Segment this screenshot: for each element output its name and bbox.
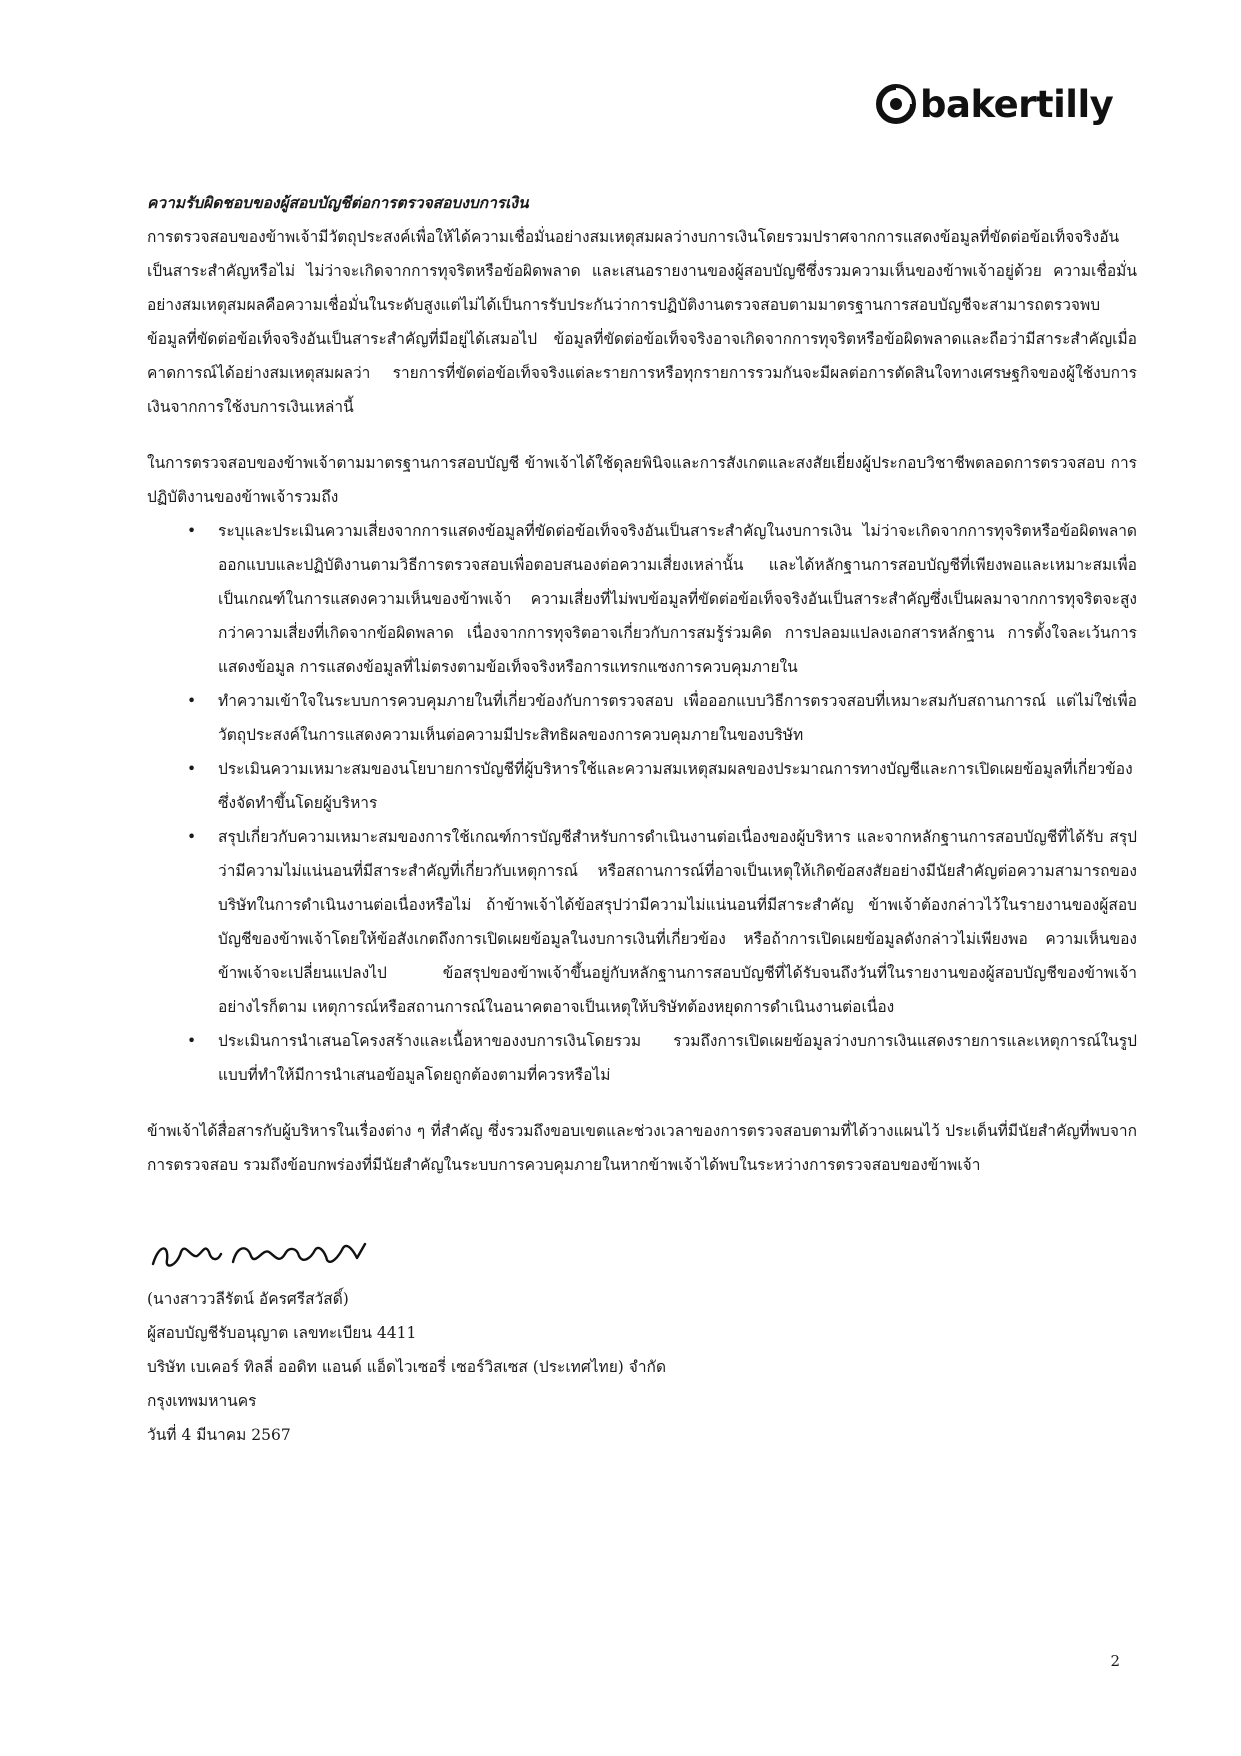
list-item xyxy=(147,752,1137,820)
list-item xyxy=(147,820,1137,1024)
communication-paragraph: ข้าพเจ้าได้สื่อสารกับผู้บริหารในเรื่องต่าง ๆ ที่สำคัญ ซึ่งรวมถึงขอบเขตและช่วงเวลาของการตรวจสอบตามที่ได้วางแผนไว้ ประเด็นที่มีนัยสำคัญที่พบจากการตรวจสอบ รวมถึงข้อบกพร่องที่มีนัยสำคัญในระบบการควบคุมภายในหากข้าพเจ้าได้พบในระหว่างการตรวจสอบของข้าพเจ้า xyxy=(147,1122,1137,1174)
signer-date: วันที่ 4 มีนาคม 2567 xyxy=(147,1426,291,1444)
bakertilly-logo xyxy=(876,74,1113,134)
list-item xyxy=(147,684,1137,752)
signer-license: ผู้สอบบัญชีรับอนุญาต เลขทะเบียน 4411 xyxy=(147,1324,417,1342)
bullet-icon: • xyxy=(187,692,197,710)
handwritten-signature xyxy=(147,1222,1137,1282)
list-item xyxy=(147,514,1137,684)
signer-firm: บริษัท เบเคอร์ ทิลลี่ ออดิท แอนด์ แอ็ดไวเซอรี่ เซอร์วิสเซส (ประเทศไทย) จำกัด xyxy=(147,1358,667,1376)
bakertilly-swirl-icon xyxy=(876,84,916,124)
list-item-text: ทำความเข้าใจในระบบการควบคุมภายในที่เกี่ยวข้องกับการตรวจสอบ เพื่อออกแบบวิธีการตรวจสอบที่เหมาะสมกับสถานการณ์ แต่ไม่ใช่เพื่อวัตถุประสงค์ในการแสดงความเห็นต่อความมีประสิทธิผลของการควบคุมภายในของบริษัท xyxy=(218,692,1137,744)
bullet-icon: • xyxy=(187,828,197,846)
page-number: 2 xyxy=(1110,1652,1120,1670)
list-item-text: สรุปเกี่ยวกับความเหมาะสมของการใช้เกณฑ์การบัญชีสำหรับการดำเนินงานต่อเนื่องของผู้บริหาร และจากหลักฐานการสอบบัญชีที่ได้รับ สรุปว่ามีความไม่แน่นอนที่มีสาระสำคัญที่เกี่ยวกับเหตุการณ์ หรือสถานการณ์ที่อาจเป็นเหตุให้เกิดข้อสงสัยอย่างมีนัยสำคัญต่อความสามารถของบริษัทในการดำเนินงานต่อเนื่องหรือไม่ ถ้าข้าพเจ้าได้ข้อสรุปว่ามีความไม่แน่นอนที่มีสาระสำคัญ ข้าพเจ้าต้องกล่าวไว้ในรายงานของผู้สอบบัญชีของข้าพเจ้าโดยให้ข้อสังเกตถึงการเปิดเผยข้อมูลในงบการเงินที่เกี่ยวข้อง หรือถ้าการเปิดเผยข้อมูลดังกล่าวไม่เพียงพอ ความเห็นของข้าพเจ้าจะเปลี่ยนแปลงไป ข้อสรุปของข้าพเจ้าขึ้นอยู่กับหลักฐานการสอบบัญชีที่ได้รับจนถึงวันที่ในรายงานของผู้สอบบัญชีของข้าพเจ้า อย่างไรก็ตาม เหตุการณ์หรือสถานการณ์ในอนาคตอาจเป็นเหตุให้บริษัทต้องหยุดการดำเนินงานต่อเนื่อง xyxy=(218,828,1137,1016)
bullet-icon: • xyxy=(187,522,197,540)
list-item xyxy=(147,1024,1137,1092)
procedures-list xyxy=(147,514,1137,1092)
signer-block xyxy=(147,1282,1137,1452)
signer-city: กรุงเทพมหานคร xyxy=(147,1392,257,1410)
logo-wordmark: bakertilly xyxy=(920,82,1114,126)
procedures-intro-paragraph: ในการตรวจสอบของข้าพเจ้าตามมาตรฐานการสอบบัญชี ข้าพเจ้าได้ใช้ดุลยพินิจและการสังเกตและสงสัยเยี่ยงผู้ประกอบวิชาชีพตลอดการตรวจสอบ การปฏิบัติงานของข้าพเจ้ารวมถึง xyxy=(147,454,1137,506)
section-heading: ความรับผิดชอบของผู้สอบบัญชีต่อการตรวจสอบงบการเงิน xyxy=(147,193,529,212)
list-item-text: ประเมินความเหมาะสมของนโยบายการบัญชีที่ผู้บริหารใช้และความสมเหตุสมผลของประมาณการทางบัญชีและการเปิดเผยข้อมูลที่เกี่ยวข้องซึ่งจัดทำขึ้นโดยผู้บริหาร xyxy=(218,760,1133,812)
bullet-icon: • xyxy=(187,1032,197,1050)
report-body xyxy=(147,186,1137,1452)
signer-name: (นางสาววลีรัตน์ อัครศรีสวัสดิ์) xyxy=(147,1290,349,1308)
list-item-text: ประเมินการนำเสนอโครงสร้างและเนื้อหาของงบการเงินโดยรวม รวมถึงการเปิดเผยข้อมูลว่างบการเงินแสดงรายการและเหตุการณ์ในรูปแบบที่ทำให้มีการนำเสนอข้อมูลโดยถูกต้องตามที่ควรหรือไม่ xyxy=(218,1032,1137,1084)
list-item-text: ระบุและประเมินความเสี่ยงจากการแสดงข้อมูลที่ขัดต่อข้อเท็จจริงอันเป็นสาระสำคัญในงบการเงิน ไม่ว่าจะเกิดจากการทุจริตหรือข้อผิดพลาด ออกแบบและปฏิบัติงานตามวิธีการตรวจสอบเพื่อตอบสนองต่อความเสี่ยงเหล่านั้น และได้หลักฐานการสอบบัญชีที่เพียงพอและเหมาะสมเพื่อเป็นเกณฑ์ในการแสดงความเห็นของข้าพเจ้า ความเสี่ยงที่ไม่พบข้อมูลที่ขัดต่อข้อเท็จจริงอันเป็นสาระสำคัญซึ่งเป็นผลมาจากการทุจริตจะสูงกว่าความเสี่ยงที่เกิดจากข้อผิดพลาด เนื่องจากการทุจริตอาจเกี่ยวกับการสมรู้ร่วมคิด การปลอมแปลงเอกสารหลักฐาน การตั้งใจละเว้นการแสดงข้อมูล การแสดงข้อมูลที่ไม่ตรงตามข้อเท็จจริงหรือการแทรกแซงการควบคุมภายใน xyxy=(218,522,1137,676)
bullet-icon: • xyxy=(187,760,197,778)
responsibility-paragraph: การตรวจสอบของข้าพเจ้ามีวัตถุประสงค์เพื่อให้ได้ความเชื่อมั่นอย่างสมเหตุสมผลว่างบการเงินโดยรวมปราศจากการแสดงข้อมูลที่ขัดต่อข้อเท็จจริงอันเป็นสาระสำคัญหรือไม่ ไม่ว่าจะเกิดจากการทุจริตหรือข้อผิดพลาด และเสนอรายงานของผู้สอบบัญชีซึ่งรวมความเห็นของข้าพเจ้าอยู่ด้วย ความเชื่อมั่นอย่างสมเหตุสมผลคือความเชื่อมั่นในระดับสูงแต่ไม่ได้เป็นการรับประกันว่าการปฏิบัติงานตรวจสอบตามมาตรฐานการสอบบัญชีจะสามารถตรวจพบข้อมูลที่ขัดต่อข้อเท็จจริงอันเป็นสาระสำคัญที่มีอยู่ได้เสมอไป ข้อมูลที่ขัดต่อข้อเท็จจริงอาจเกิดจากการทุจริตหรือข้อผิดพลาดและถือว่ามีสาระสำคัญเมื่อคาดการณ์ได้อย่างสมเหตุสมผลว่า รายการที่ขัดต่อข้อเท็จจริงแต่ละรายการหรือทุกรายการรวมกันจะมีผลต่อการตัดสินใจทางเศรษฐกิจของผู้ใช้งบการเงินจากการใช้งบการเงินเหล่านี้ xyxy=(147,228,1137,416)
